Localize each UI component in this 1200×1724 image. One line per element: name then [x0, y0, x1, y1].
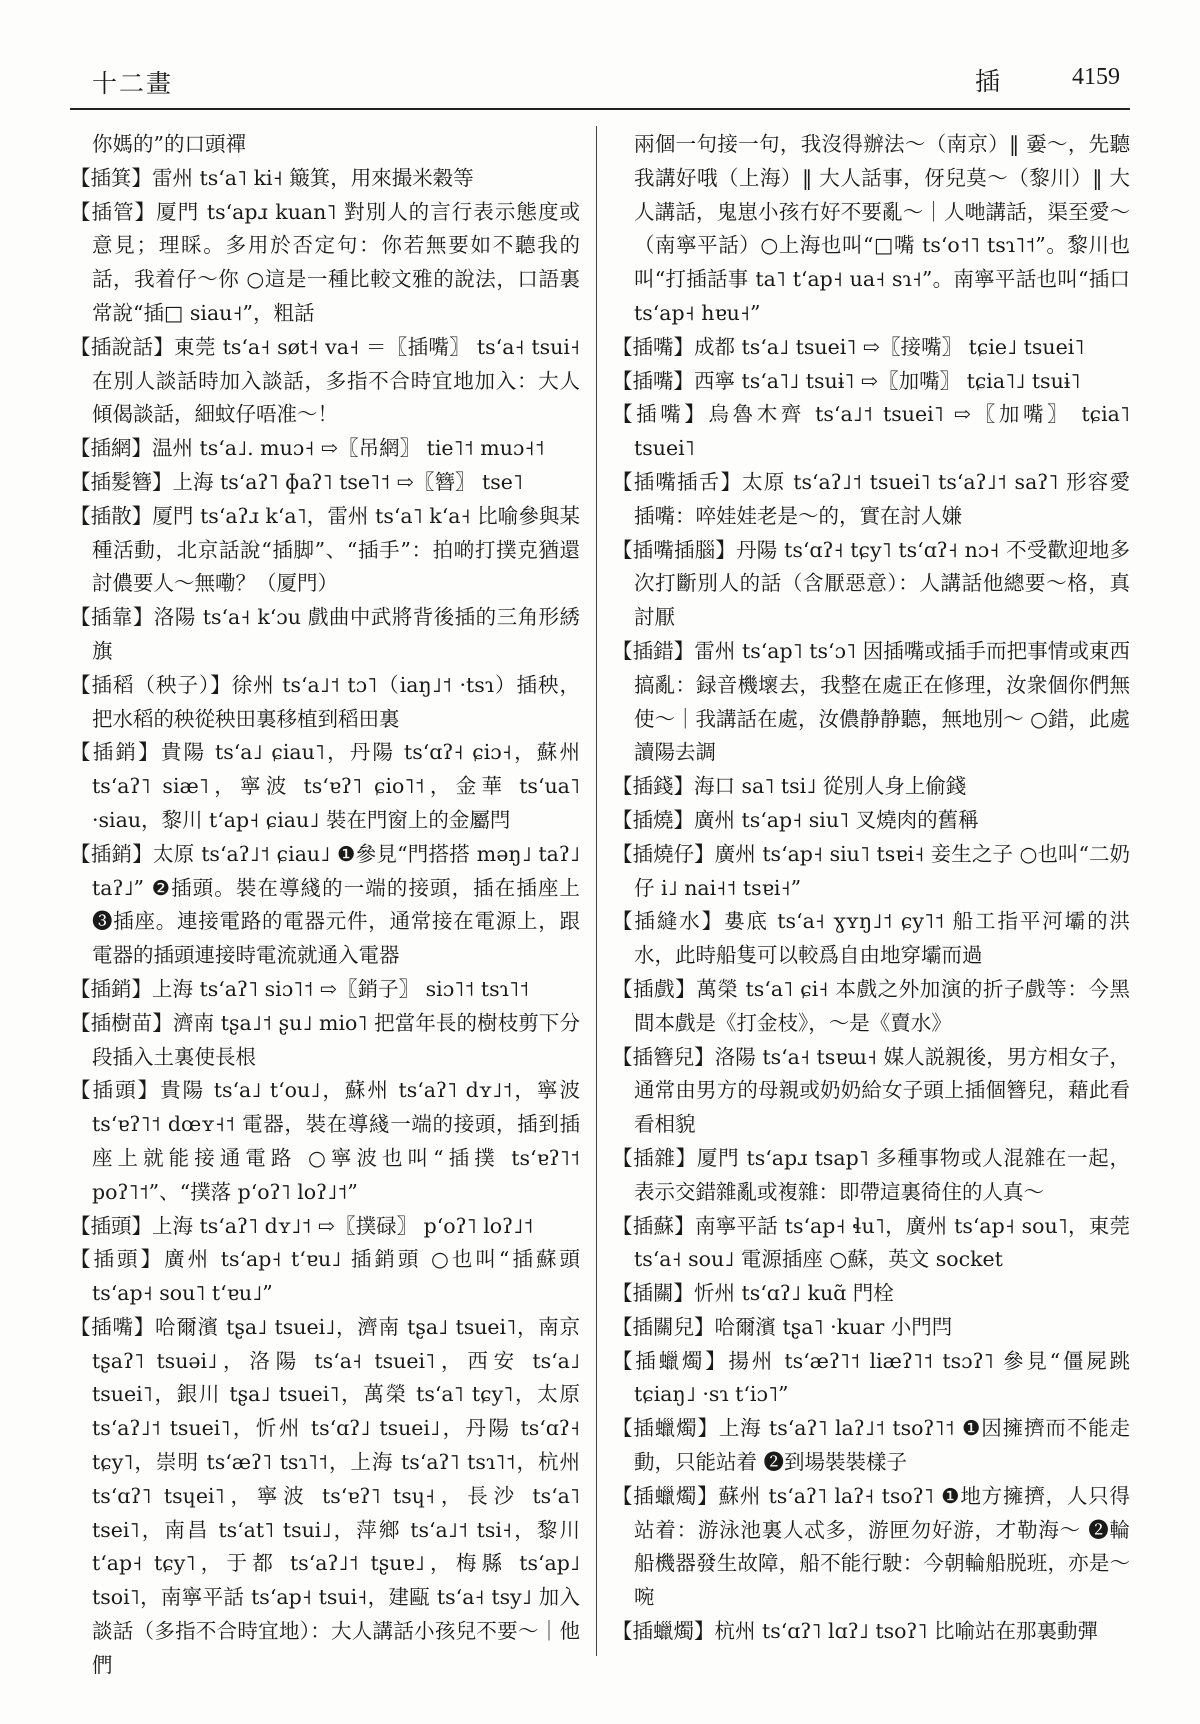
dictionary-entry: 【插說話】東莞 tsʻa˧ søt˧ va˧ ＝〖插嘴〗 tsʻa˧ tsui˧ 在別人談話時加入談話，多指不合時宜地加入：大人傾偈談話，細蚊仔唔准～！ — [70, 334, 580, 427]
dictionary-entry: 【插頭】上海 tsʻaʔ˥ dʏ˩˦ ⇨〖撲碌〗 pʻoʔ˥ loʔ˩˦ — [70, 1213, 534, 1238]
dictionary-entry: 【插戲】萬榮 tsʻa˥ ɕi˧ 本戲之外加演的折子戲等：今黑間本戲是《打金枝》，～是《賣水》 — [612, 976, 1130, 1035]
dictionary-entry: 【插網】温州 tsʻa˩. muɔ˧ ⇨〖吊網〗 tie˥˦ muɔ˧˦ — [70, 436, 545, 461]
page-header — [70, 58, 1130, 110]
dictionary-entry: 【插蠟燭】上海 tsʻaʔ˥ laʔ˩˦ tsoʔ˥˦ ❶因擁擠而不能走動，只能站着 ❷到場裝裝樣子 — [612, 1416, 1130, 1475]
dictionary-entry: 【插嘴】哈爾濱 tʂa˩ tsuei˩，濟南 tʂa˩ tsuei˥，南京 tʂaʔ˥ tsuəi˩，洛陽 tsʻa˧ tsuei˥，西安 tsʻa˩ tsuei˥，銀川 tʂa˩ tsuei˥，萬榮 tsʻa˥ tɕy˥，太原 tsʻaʔ˩˦ tsuei˥，忻州 tsʻɑʔ˩ tsuei˩，丹陽 tsʻɑʔ˧ tɕy˥，崇明 tsʻæʔ˥ tsɿ˥˦，上海 tsʻaʔ˥ tsɿ˥˦，杭州 tsʻɑʔ˥ tsɥei˥，寧波 tsʻɐʔ˥ tsɥ˧，長沙 tsʻa˥ tsei˥，南昌 tsʻat˥ tsui˩，萍鄉 tsʻa˩˦ tsi˧，黎川 tʻap˧ tɕy˥，于都 tsʻaʔ˩˦ tʂuɐ˩，梅縣 tsʻap˩ tsoi˥，南寧平話 tsʻap˧ tsui˧，建甌 tsʻa˧ tsy˩ 加入談話（多指不合時宜地）：大人講話小孩兒不要～｜他們 — [70, 1314, 580, 1677]
dictionary-entry: 【插靠】洛陽 tsʻa˧ kʻɔu 戲曲中武將背後插的三角形綉旗 — [70, 605, 580, 663]
dictionary-entry: 【插簪兒】洛陽 tsʻa˧ tsɐɯ˧ 媒人説親後，男方相女子，通常由男方的母親或奶奶給女子頭上插個簪兒，藉此看看相貌 — [612, 1044, 1130, 1137]
entry-continuation: 兩個一句接一句，我沒得辦法～（南京）‖ 嫑～，先聽我講好哦（上海）‖ 大人話事，伢兒莫～（黎川）‖ 大人講話，鬼崽小孩冇好不要亂～｜人哋講話，渠至愛～（南寧平話）○上海也叫“□嘴 tsʻo˦˥ tsɿ˥˦”。黎川也叫“打插話事 ta˥ tʻap˧ ua˧ sɿ˧”。南寧平話也叫“插口 tsʻap˧ hɐu˧” — [634, 132, 1130, 325]
running-headword: 插 — [974, 67, 1000, 96]
dictionary-entry: 【插錯】雷州 tsʻap˥ tsʻɔ˥ 因插嘴或插手而把事情或東西搞亂：録音機壞去，我整在處正在修理，汝衆個你們無使～｜我講話在處，汝儂静静聽，無地別～ ○錯，此處讀陽去調 — [612, 638, 1130, 765]
dictionary-entry: 【插散】厦門 tsʻaʔɹ kʻa˥，雷州 tsʻa˥ kʻa˧ 比喻參與某種活動，北京話說“插脚”、“插手”：拍啲打撲克猶還討儂要人～無嘞？（厦門） — [70, 503, 580, 596]
section-title: 十二畫 — [92, 69, 174, 98]
dictionary-entry: 【插銷】上海 tsʻaʔ˥ siɔ˥˦ ⇨〖銷子〗 siɔ˥˦ tsɿ˥˦ — [70, 976, 530, 1001]
dictionary-entry: 【插燒】廣州 tsʻap˧ siu˥ 叉燒肉的舊稱 — [612, 807, 979, 832]
dictionary-entry: 【插頭】廣州 tsʻap˧ tʻɐu˩ 插銷頭 ○也叫“插蘇頭 tsʻap˧ sou˥ tʻɐu˩” — [70, 1247, 580, 1306]
right-column — [612, 128, 1130, 1649]
page-number: 4159 — [1072, 64, 1120, 90]
dictionary-entry: 【插錢】海口 sa˥ tsi˩ 從別人身上偷錢 — [612, 774, 967, 799]
dictionary-entry: 【插銷】貴陽 tsʻa˩ ɕiau˥，丹陽 tsʻɑʔ˧ ɕiɔ˧，蘇州 tsʻaʔ˥ siæ˥，寧波 tsʻɐʔ˥ ɕio˥˦，金華 tsʻua˥ ·siau，黎川 tʻap˧ ɕiau˩ 裝在門窗上的金屬閂 — [70, 740, 580, 832]
dictionary-entry: 【插髮簪】上海 tsʻaʔ˥ ɸaʔ˥ tse˥˦ ⇨〖簪〗 tse˥ — [70, 469, 523, 494]
dictionary-entry: 【插蠟燭】杭州 tsʻɑʔ˥ lɑʔ˩ tsoʔ˥ 比喻站在那裏動彈 — [612, 1619, 1099, 1644]
dictionary-entry: 【插蠟燭】揚州 tsʻæʔ˥˦ liæʔ˥˦ tsɔʔ˥ 參見“僵屍跳 tɕiaŋ˩ ·sɿ tʻiɔ˥” — [612, 1348, 1130, 1407]
dictionary-entry: 【插關兒】哈爾濱 tʂa˥ ·kuar 小門閂 — [612, 1314, 953, 1339]
dictionary-entry: 【插嘴】西寧 tsʻa˥˩ tsuɨ˥ ⇨〖加嘴〗 tɕia˥˩ tsuɨ˥ — [612, 368, 1081, 393]
dictionary-entry: 【插管】厦門 tsʻapɹ kuan˥ 對別人的言行表示態度或意見；理睬。多用於否定句：你若無要如不聽我的話，我着仔～你 ○這是一種比較文雅的說法，口語裏常說“插□ siau˧”，粗話 — [70, 199, 580, 325]
dictionary-entry: 【插銷】太原 tsʻaʔ˩˦ ɕiau˩ ❶參見“門搭搭 məŋ˩ taʔ˩ taʔ˩” ❷插頭。裝在導綫的一端的接頭，插在插座上 ❸插座。連接電路的電器元件，通常接在電源上，跟電器的插頭連接時電流就通入電器 — [70, 841, 580, 968]
dictionary-entry: 【插蘇】南寧平話 tsʻap˧ ɬu˥，廣州 tsʻap˧ sou˥，東莞 tsʻa˧ sou˩ 電源插座 ○蘇，英文 socket — [612, 1213, 1130, 1272]
dictionary-entry: 【插稻（秧子）】徐州 tsʻa˩˦ tɔ˥（iaŋ˩˦ ·tsɿ）插秧，把水稻的秧從秧田裏移植到稻田裏 — [70, 672, 580, 731]
column-divider — [596, 126, 597, 1656]
left-column — [70, 128, 580, 1683]
entry-continuation: 你媽的”的口頭禪 — [92, 132, 246, 156]
dictionary-entry: 【插嘴插舌】太原 tsʻaʔ˩˦ tsuei˥ tsʻaʔ˩˦ saʔ˥ 形容愛插嘴：啐娃娃老是～的，實在討人嫌 — [612, 469, 1130, 528]
dictionary-entry: 【插樹苗】濟南 tʂa˩˦ ʂu˩ mio˥ 把當年長的樹枝剪下分段插入土裏使長根 — [70, 1010, 580, 1069]
dictionary-entry: 【插雜】厦門 tsʻapɹ tsap˥ 多種事物或人混雜在一起，表示交錯雜亂或複雜：即帶這裏徛住的人真～ — [612, 1145, 1130, 1204]
dictionary-entry: 【插燒仔】廣州 tsʻap˧ siu˥ tsɐi˧ 妾生之子 ○也叫“二奶仔 i˩ nai˧˦ tsɐi˧” — [612, 841, 1130, 900]
dictionary-entry: 【插嘴】烏魯木齊 tsʻa˩˦ tsuei˥ ⇨〖加嘴〗 tɕia˥ tsuei˥ — [612, 402, 1130, 461]
dictionary-entry: 【插嘴插腦】丹陽 tsʻɑʔ˧ tɕy˥ tsʻɑʔ˧ nɔ˧ 不受歡迎地多次打斷別人的話（含厭惡意）：人講話他總要～格，真討厭 — [612, 537, 1130, 630]
dictionary-entry: 【插蠟燭】蘇州 tsʻaʔ˥ laʔ˧ tsoʔ˥ ❶地方擁擠，人只得站着：游泳池裏人忒多，游匣勿好游，才勒海～ ❷輪船機器發生故障，船不能行駛：今朝輪船脱班，亦是～啘 — [612, 1483, 1130, 1610]
dictionary-entry: 【插箕】雷州 tsʻa˥ ki˧ 簸箕，用來撮米穀等 — [70, 165, 474, 190]
dictionary-entry: 【插縫水】婁底 tsʻa˧ ɣʏŋ˩˦ ɕy˥˦ 船工指平河壩的洪水，此時船隻可以較爲自由地穿壩而過 — [612, 909, 1130, 968]
dictionary-entry: 【插頭】貴陽 tsʻa˩ tʻou˩，蘇州 tsʻaʔ˥ dʏ˩˦，寧波 tsʻɐʔ˥˦ dœʏ˧˦ 電器，裝在導綫一端的接頭，插到插座上就能接通電路 ○寧波也叫“插撲 tsʻɐʔ˥˦ poʔ˥˦”、“撲落 pʻoʔ˥ loʔ˩˦” — [70, 1078, 580, 1204]
dictionary-entry: 【插關】忻州 tsʻɑʔ˩ kuɑ̃ 門栓 — [612, 1281, 894, 1306]
dictionary-entry: 【插嘴】成都 tsʻa˩ tsuei˥ ⇨〖接嘴〗 tɕie˩ tsuei˥ — [612, 334, 1085, 359]
